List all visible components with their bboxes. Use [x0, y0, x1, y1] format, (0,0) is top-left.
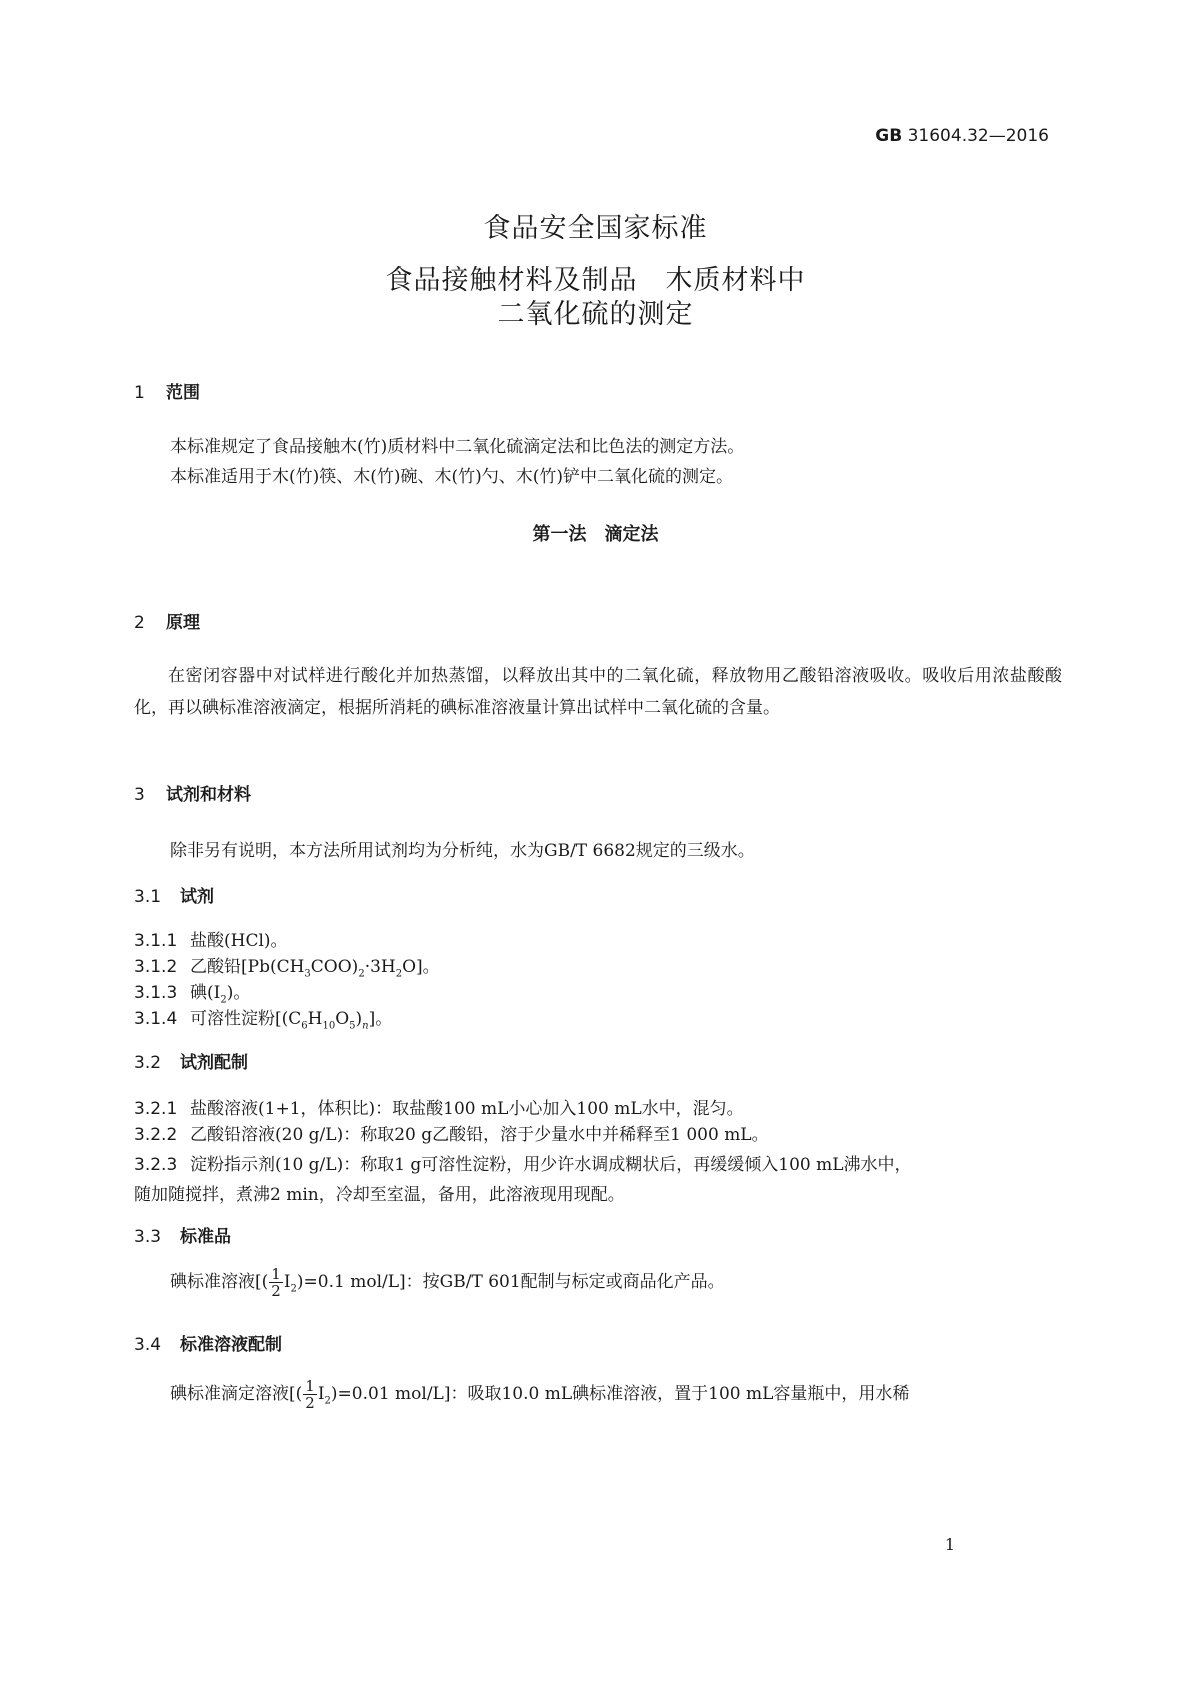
item-3-1-3: 3.1.3 碘$(I_2)$。 [134, 983, 251, 1006]
fraction-half: $\frac{1}{2}$ [305, 1377, 315, 1412]
document-title-line1: 食品安全国家标准 [483, 213, 708, 244]
section-3-3-para: 碘标准溶液[( $\frac{1}{2}$ $I_2)=0.1$ mol/L]：按GB/T 601配制与标定或商品化产品。 [170, 1265, 725, 1300]
item-3-1-2: 3.1.2 乙酸铅$[Pb(CH_3COO)_2\cdot 3H_2O]$。 [134, 957, 440, 980]
section-3-1-heading: 3.1 试剂 [134, 887, 214, 907]
section-3-4-para: 碘标准滴定溶液[( $\frac{1}{2}$ $I_2)=0.01$ mol/L]：吸取10.0 mL碘标准溶液，置于100 mL容量瓶中，用水稀 [170, 1377, 910, 1412]
section-3-4-heading: 3.4 标准溶液配制 [134, 1335, 282, 1355]
item-3-2-3: 3.2.3 淀粉指示剂(10 g/L)：称取1 g可溶性淀粉，用少许水调成糊状后，再缓缓倾入100 mL沸水中， [134, 1155, 912, 1175]
item-3-1-1: 3.1.1 盐酸(HCl)。 [134, 931, 288, 951]
section-1-para-2: 本标准适用于木(竹)筷、木(竹)碗、木(竹)勺、木(竹)铲中二氧化硫的测定。 [170, 467, 734, 487]
section-2-para: 在密闭容器中对试样进行酸化并加热蒸馏，以释放出其中的二氧化硫，释放物用乙酸铅溶液吸收。吸收后用浓盐酸酸化，再以碘标准溶液滴定，根据所消耗的碘标准溶液量计算出试样中二氧化硫的含量。 [134, 666, 1062, 718]
document-title-line3: 二氧化硫的测定 [497, 299, 694, 330]
item-3-2-2: 3.2.2 乙酸铅溶液(20 g/L)：称取20 g乙酸铅，溶于少量水中并稀释至1 000 mL。 [134, 1125, 769, 1145]
item-3-1-4: 3.1.4 可溶性淀粉$[(C_6H_{10}O_5)_n]$。 [134, 1009, 393, 1032]
section-1-heading: 1 范围 [134, 383, 200, 403]
section-3-para: 除非另有说明，本方法所用试剂均为分析纯，水为GB/T 6682规定的三级水。 [170, 841, 755, 861]
item-3-2-3-cont: 随加随搅拌，煮沸2 min，冷却至室温，备用，此溶液现用现配。 [134, 1185, 625, 1205]
section-1-para-1: 本标准规定了食品接触木(竹)质材料中二氧化硫滴定法和比色法的测定方法。 [170, 437, 745, 457]
section-3-heading: 3 试剂和材料 [134, 785, 251, 805]
section-2-heading: 2 原理 [134, 613, 200, 633]
page-number: 1 [944, 1535, 955, 1554]
document-title-line2: 食品接触材料及制品 木质材料中 [385, 265, 806, 296]
method-heading: 第一法 滴定法 [532, 524, 659, 545]
section-3-2-heading: 3.2 试剂配制 [134, 1053, 248, 1073]
standard-number: GB 31604.32—2016 [875, 126, 1049, 146]
fraction-half: $\frac{1}{2}$ [271, 1265, 281, 1300]
section-3-3-heading: 3.3 标准品 [134, 1227, 231, 1247]
item-3-2-1: 3.2.1 盐酸溶液(1+1，体积比)：取盐酸100 mL小心加入100 mL水中，混匀。 [134, 1099, 744, 1119]
